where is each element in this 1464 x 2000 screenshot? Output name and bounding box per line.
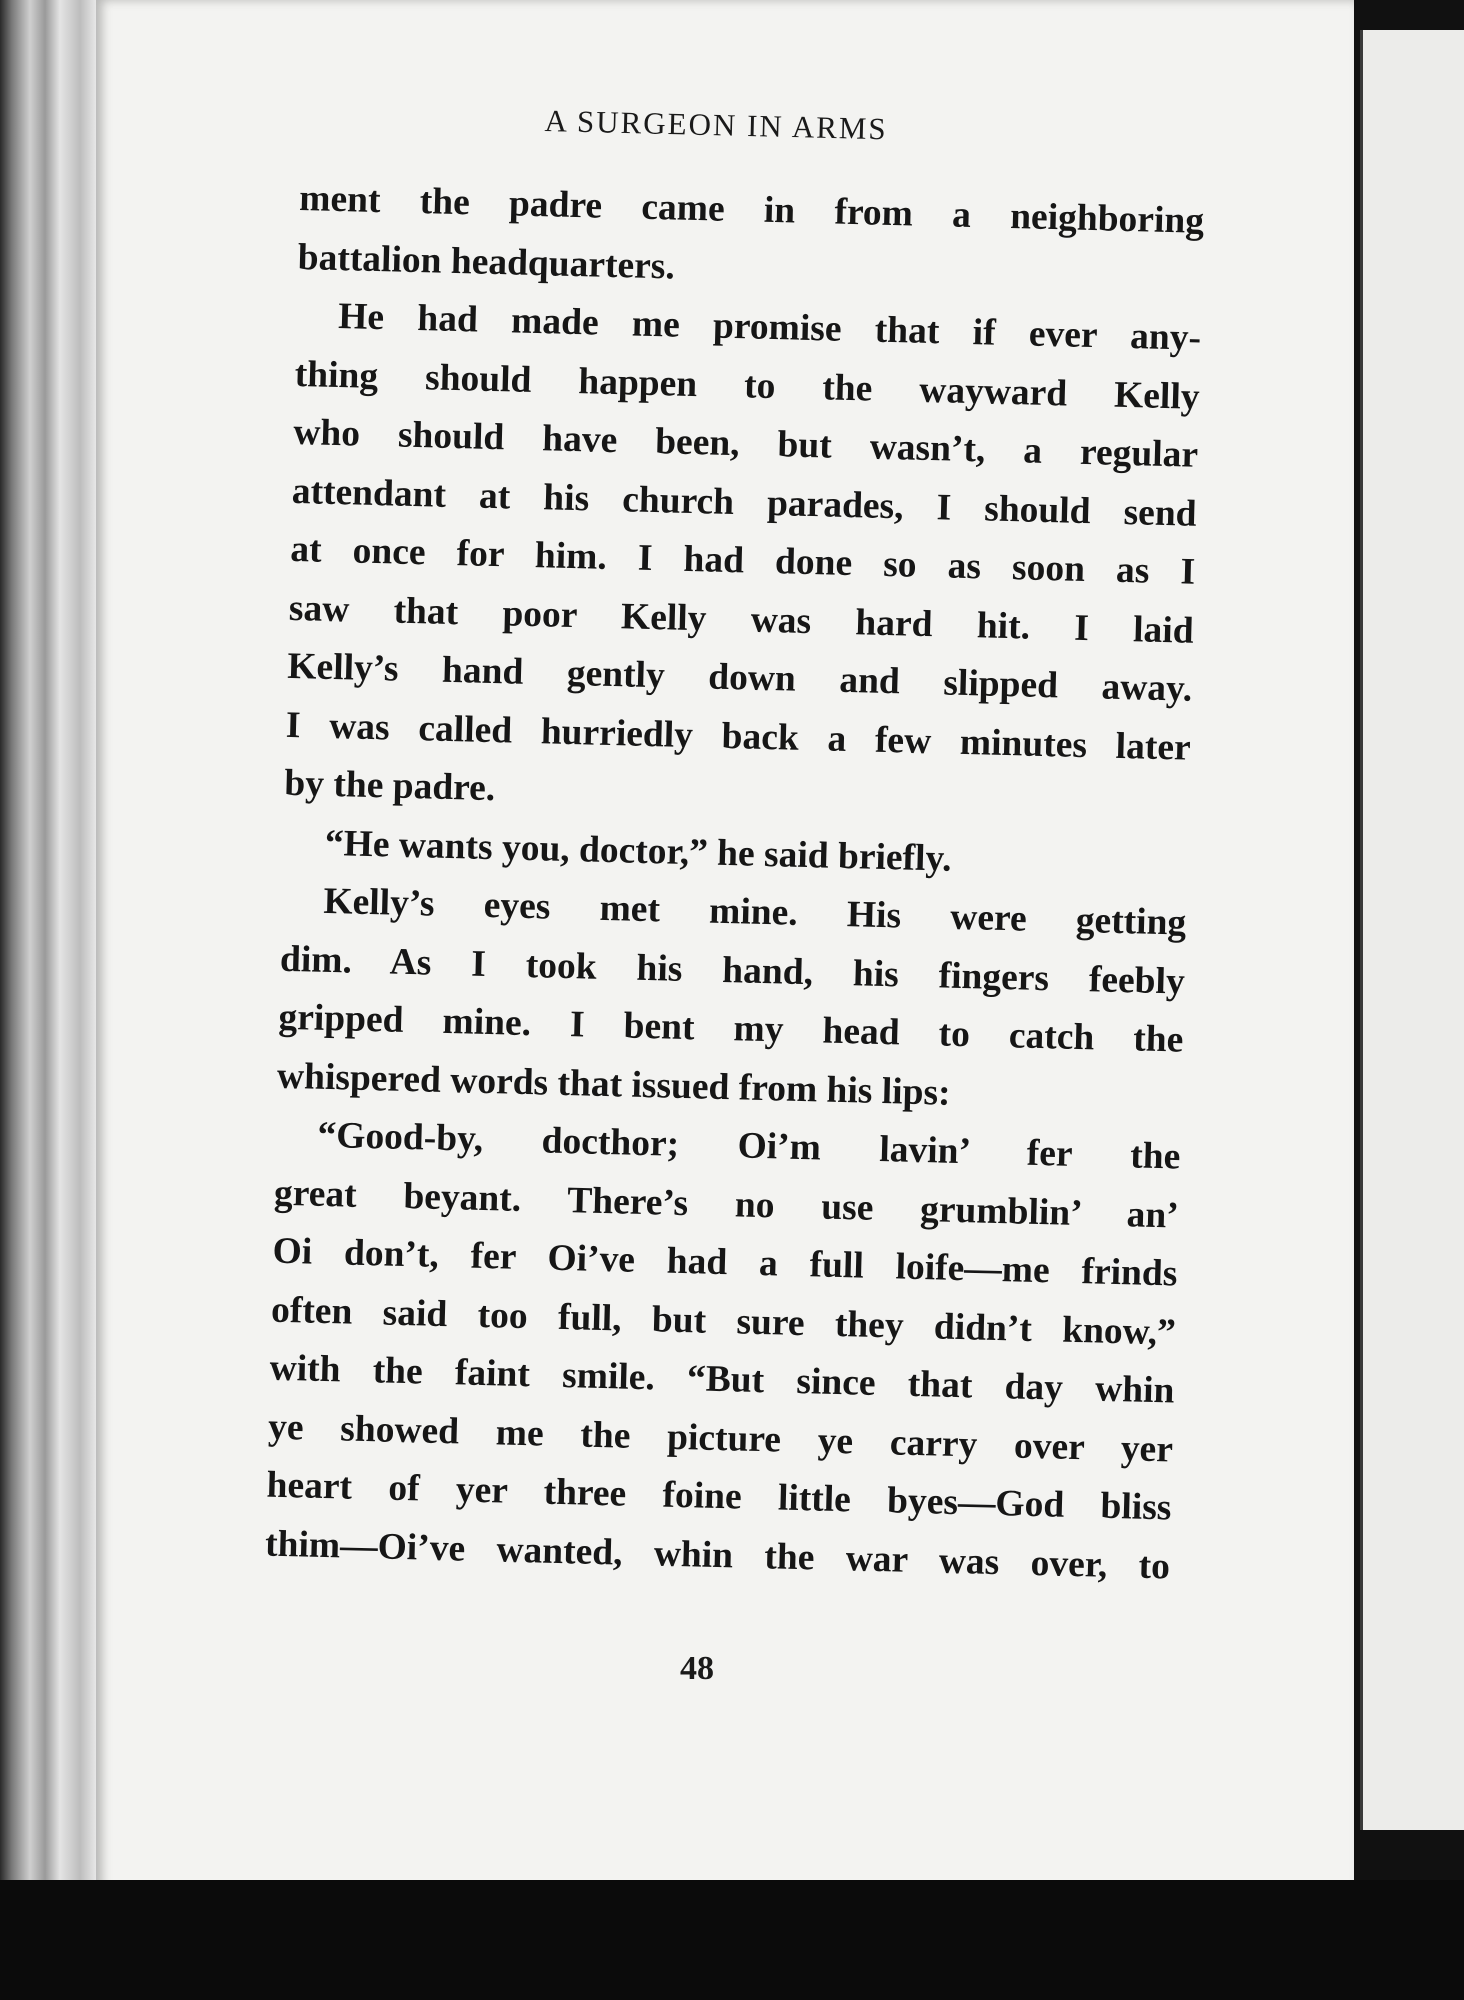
text-line: “Good-by, docthor; Oi’m lavin’ fer the [317,1114,1181,1178]
text-line: Kelly’s eyes met mine. His were getting [322,880,1187,944]
text-line: with the faint smile. “But since that day whin [269,1347,1175,1412]
text-line: “He wants you, doctor,” he said briefly. [324,822,953,880]
text-line: thing should happen to the wayward Kelly [294,353,1201,418]
text-line: I was called hurriedly back a few minutes later [285,704,1192,769]
text-line: Kelly’s hand gently down and slipped away. [286,645,1193,710]
text-line: who should have been, but wasn’t, a regular [292,411,1199,476]
text-line: ye showed me the picture ye carry over yer [267,1406,1174,1470]
text-line: whispered words that issued from his lips: [276,1055,952,1114]
text-line: by the padre. [283,762,496,810]
text-line: saw that poor Kelly was hard hit. I laid [288,587,1195,652]
text-line: He had made me promise that if ever any- [337,296,1202,359]
body-text [264,170,1204,1596]
text-line: gripped mine. I bent my head to catch the [278,996,1184,1061]
scan-bottom-shadow [0,1880,1464,2000]
text-line: thim—Oi’ve wanted, whin the war was over, to [264,1523,1171,1587]
page-number: 48 [680,1650,714,1687]
text-line: often said too full, but sure they didn’t know,” [270,1289,1177,1354]
text-line: dim. As I took his hand, his fingers feebly [279,938,1186,1003]
text-line: attendant at his church parades, I should send [291,470,1198,535]
text-line: at once for him. I had done so as soon as I [289,528,1196,593]
text-line: battalion headquarters. [297,236,676,288]
text-line: Oi don’t, fer Oi’ve had a full loife—me frinds [272,1230,1178,1295]
page-edge-stack [0,0,100,1880]
running-head: A SURGEON IN ARMS [544,103,889,147]
facing-page-edge [1360,30,1464,1830]
text-line: heart of yer three foine little byes—God bliss [266,1464,1172,1529]
text-line: ment the padre came in from a neighboring [298,177,1205,242]
text-line: great beyant. There’s no use grumblin’ an’ [273,1172,1180,1237]
